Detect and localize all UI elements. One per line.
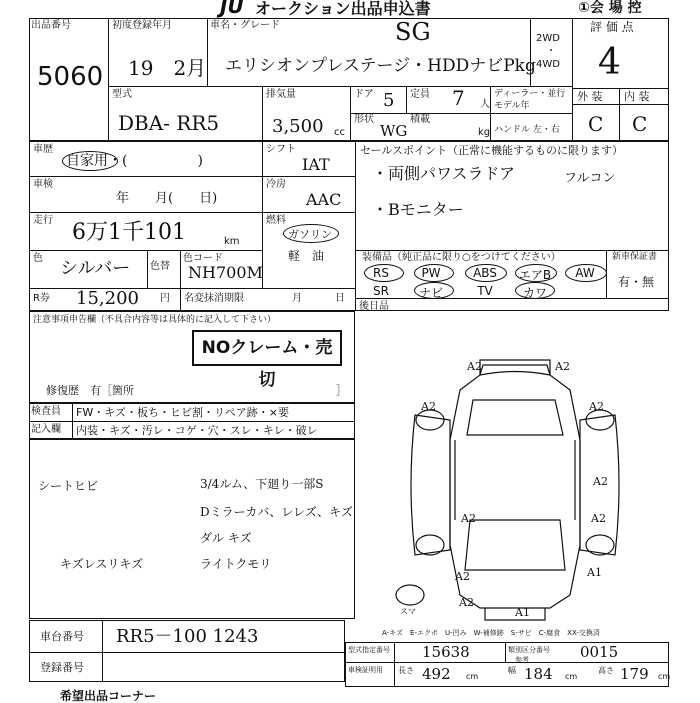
cert-label: 車検証明用 [348,666,383,674]
venue-copy: ①会 場 控 [578,0,642,16]
model-year-label: モデル年 [494,101,530,111]
shift-label: シフト [266,144,296,155]
listing-no-value: 5060 [37,62,104,92]
usage-circle [62,151,118,171]
mileage-value: 6万1千101 [72,220,186,245]
first-reg-value: 19 2月 [128,56,207,80]
reg-label: 登録番号 [40,661,84,674]
length-value: 492 [422,665,451,683]
mark-rear: A1 [515,606,530,619]
inspection-row2: 内装・キズ・汚レ・コゲ・穴・スレ・キレ・破レ [76,424,318,437]
sales-line1: ・両側パワスラドア [372,164,516,183]
width-sankou: 参考 [515,656,529,664]
fuel-gas-circle [283,224,339,243]
color-value: シルバー [60,258,131,279]
chassis-value: RR5－100 1243 [116,626,259,647]
equip-circle-airbag [515,264,557,282]
equip-abs: ABS [473,266,497,280]
class-value: 0015 [580,643,619,661]
seats-label: 定員 [410,89,430,100]
damage-legend: A-キズ E-エクボ U-凹み W-補修跡 S-サビ C-腐食 XX-交換済 [382,629,600,637]
mark-right-door2: A2 [591,512,606,525]
recorder-label: 記入欄 [31,424,61,435]
equip-pw: PW [421,266,441,280]
chassis-label: 車台番号 [40,630,84,643]
inspection-note-left1: シートヒビ [38,479,99,493]
transfer-label: 名変抹消期限 [184,293,244,304]
interior-value: C [632,112,648,136]
model-label: 車名・グレード [210,20,280,31]
recycle-value: 15,200 [76,288,139,309]
body-value: WG [380,122,408,140]
bottom-corner-label: 希望出品コーナー [60,689,157,703]
mark-left-rear: A2 [455,570,470,583]
ac-value: AAC [306,190,342,209]
width-value: 184 [524,665,553,683]
fuel-label: 燃料 [266,215,286,226]
seats-value: 7 [452,86,465,110]
doors-label: ドア [354,89,374,100]
car-damage-diagram [355,330,669,630]
mark-right-front: A2 [589,400,604,413]
sales-line1b: フルコン [564,171,616,186]
sales-line2: ・Bモニター [372,200,464,219]
equip-circle-pw [414,264,454,282]
warranty-label: 新車保証書 [612,252,658,262]
equipment-label: 装備品（純正品に限り○をつけてください） [362,252,561,263]
equip-tv: TV [477,284,493,298]
first-reg-label: 初度登録年月 [112,20,172,31]
usage-value: 自家用・( ) [66,153,203,169]
repair-label: 修復歴 有［箇所 [46,384,134,397]
type-no-value: 15638 [422,643,470,661]
drive-4wd: 4WD [536,59,560,70]
equip-leather: カワ [522,286,547,300]
type-label: 型式 [112,89,132,100]
height-label: 高さ [598,666,614,675]
listing-no-label: 出品番号 [31,20,71,31]
mark-front: A2 [467,360,482,373]
header-logo: JU [220,0,244,18]
dealer-label: ディーラー・並行 [494,89,566,99]
mileage-unit: km [224,236,240,247]
recycle-unit: 円 [160,293,170,304]
inspection-label: 車検 [33,179,53,190]
shift-value: IAT [302,155,330,174]
equip-circle-navi [414,282,454,299]
equip-navi: ナビ [418,286,443,300]
recycle-label: R券 [33,293,50,304]
drive-dot: ・ [546,46,556,57]
fuel-gas: ガソリン [288,228,332,241]
mark-right-rear: A1 [587,566,602,579]
notes-label: 注意事項申告欄（不具合内容等は具体的に記入して下さい） [33,315,277,325]
header-title: オークション出品申込書 [255,0,431,18]
inspection-note-right2: Dミラーカバ、レレズ、キズ [200,505,353,519]
color-code-value: NH700M [188,263,263,282]
type-value: DBA- RR5 [118,111,220,135]
inspection-note-right4: ライトクモリ [200,557,272,571]
color-code-label: 色コード [183,253,223,264]
equip-aw: AW [575,266,595,280]
no-claim-stamp: NOクレーム・売切 [192,330,342,366]
model-value: エリシオンプレステージ・HDDナビPkg [225,56,536,76]
type-no-label: 型式指定番号 [348,646,390,654]
inspection-notes-box [29,439,355,619]
capacity-label: 積載 [410,114,430,125]
displacement-unit: cc [334,127,345,138]
width-label: 幅 [508,666,516,675]
color-change-label: 色替 [150,261,170,272]
equip-circle-aw [565,264,607,282]
ac-label: 冷房 [266,179,286,190]
exterior-value: C [588,112,604,136]
inspection-note-left2: キズレスリキズ [60,557,144,571]
repair-close: ］ [336,384,347,397]
mark-left-door: A2 [461,512,476,525]
warranty-value: 有・無 [618,275,655,289]
equip-circle-leather [515,282,555,299]
length-unit: cm [466,672,479,681]
transfer-month: 月 [292,293,302,304]
mark-right-door1: A2 [593,475,608,488]
doors-value: 5 [383,90,395,111]
color-label: 色 [33,253,43,264]
equip-circle-abs [465,264,507,282]
seats-unit: 人 [480,99,490,110]
handle-label: ハンドル 左・右 [494,125,560,135]
grade-value: SG [395,18,431,46]
inspection-note-right3: ダル キズ [200,531,252,545]
sales-points-label: セールスポイント（正常に機能するものに限ります） [360,144,624,157]
displacement-label: 排気量 [266,89,296,100]
inspector-label: 検査員 [31,406,61,417]
suma-label: スマ [400,607,416,616]
after-items-label: 後日品 [359,301,389,312]
height-value: 179 [620,665,649,683]
exterior-label: 外 装 [577,90,603,103]
class-label: 類別区分番号 [508,646,550,654]
inspection-note-right1: 3/4ルム、下廻り一部S [200,477,324,491]
equip-sr: SR [373,284,389,298]
mark-left-front: A2 [421,400,436,413]
inspection-value: 年 月( 日) [116,191,218,206]
height-unit: cm [658,672,671,681]
inspection-row1: FW・キズ・板ち・ヒビ割・リペア跡・×要 [76,406,289,419]
width-unit: cm [565,672,578,681]
displacement-value: 3,500 [272,116,324,137]
mark-rear-left: A2 [459,596,474,609]
usage-label: 車歴 [33,144,53,155]
equip-rs: RS [373,266,389,280]
mark-front-right: A2 [555,360,570,373]
mileage-label: 走行 [33,215,53,226]
rating-label: 評 価 点 [590,20,634,34]
capacity-unit: kg [478,127,491,138]
equip-circle-rs [364,264,404,282]
transfer-day: 日 [335,293,345,304]
interior-label: 内 装 [624,90,650,103]
length-label: 長さ [398,666,414,675]
fuel-diesel: 軽 油 [288,249,325,263]
body-label: 形状 [354,114,374,125]
drive-2wd: 2WD [536,33,560,44]
rating-value: 4 [598,42,621,83]
equip-airbag: エアB [518,268,552,282]
